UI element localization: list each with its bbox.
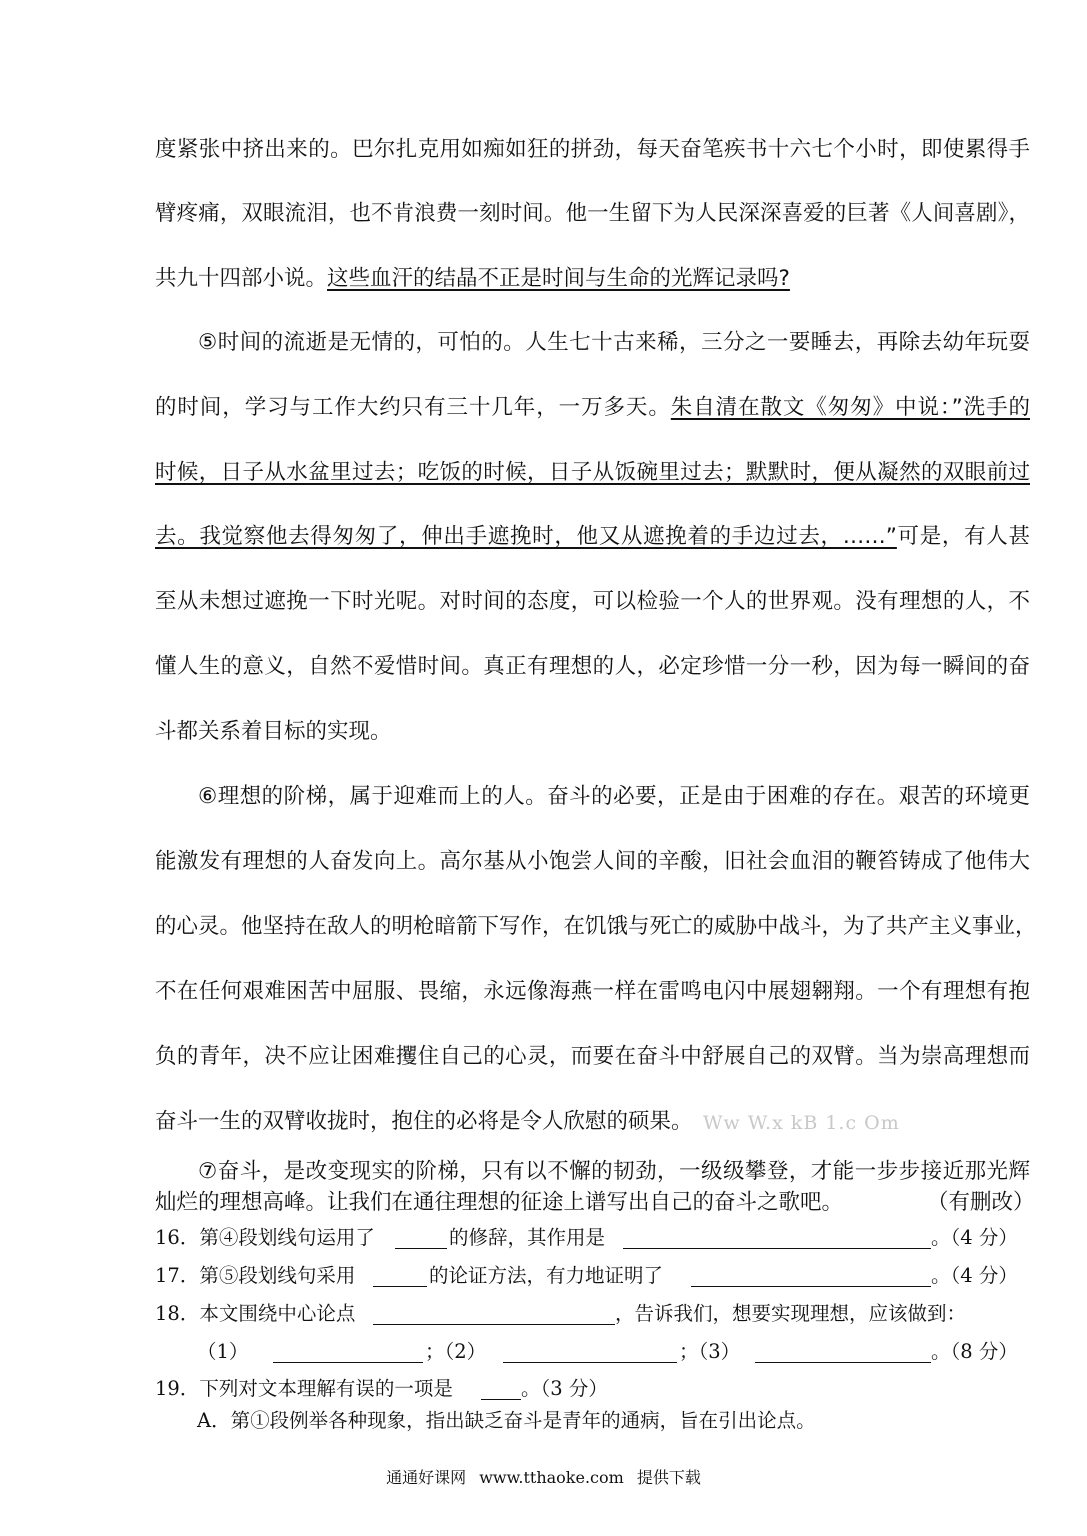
question-18-score: 。（8 分）	[931, 1340, 1018, 1363]
question-18-label-3: ；（3）	[679, 1340, 741, 1363]
page-footer	[0, 1465, 1087, 1488]
question-18-label-2: ；（2）	[425, 1340, 487, 1363]
revision-note: （有删改）	[927, 1190, 1035, 1215]
question-18-answers	[155, 1337, 1030, 1367]
question-17-text-a: 17．第⑤段划线句采用	[155, 1264, 356, 1287]
paragraph-6-line-4: 不在任何艰难困苦中屈服、畏缩，永远像海燕一样在雷鸣电闪中展翅翱翔。一个有理想有抱	[155, 979, 1030, 1004]
question-18-text-a: 18．本文围绕中心论点	[155, 1302, 356, 1325]
paragraph-5-line-3: 时候，日子从水盆里过去；吃饭的时候，日子从饭碗里过去；默默时，便从凝然的双眼前过	[155, 460, 1030, 485]
question-18-blank-1[interactable]	[273, 1342, 423, 1363]
plain-text: 的时间，学习与工作大约只有三十几年，一万多天。	[155, 395, 671, 420]
question-16	[155, 1223, 1030, 1253]
question-16-score: 。（4 分）	[931, 1226, 1018, 1249]
paragraph-5-line-7: 斗都关系着目标的实现。	[155, 719, 392, 744]
question-18-blank-3[interactable]	[755, 1342, 931, 1363]
underlined-sentence-p4: 这些血汗的结晶不正是时间与生命的光辉记录吗?	[327, 266, 790, 291]
question-19	[155, 1374, 1030, 1404]
paragraph-5-line-4	[155, 520, 1030, 554]
question-19-text: 19．下列对文本理解有误的一项是	[155, 1377, 453, 1400]
watermark: Ww W.x kB 1.c Om	[703, 1112, 900, 1134]
question-18-text-b: ，告诉我们，想要实现理想，应该做到：	[615, 1302, 967, 1325]
paragraph-5-line-2	[155, 391, 1030, 425]
paragraph-7-line-2: 灿烂的理想高峰。让我们在通往理想的征途上谱写出自己的奋斗之歌吧。	[155, 1190, 844, 1215]
question-16-blank-1[interactable]	[395, 1228, 447, 1249]
question-18-blank-2[interactable]	[503, 1342, 677, 1363]
paragraph-6-line-6: 奋斗一生的双臂收拢时，抱住的必将是令人欣慰的硕果。	[155, 1109, 693, 1134]
question-18-label-1: （1）	[197, 1340, 249, 1363]
question-16-text-a: 16．第④段划线句运用了	[155, 1226, 375, 1249]
question-17-score: 。（4 分）	[931, 1264, 1018, 1287]
question-16-text-b: 的修辞，其作用是	[449, 1226, 606, 1249]
paragraph-5-line-6: 懂人生的意义，自然不爱惜时间。真正有理想的人，必定珍惜一分一秒，因为每一瞬间的奋	[155, 654, 1030, 679]
paragraph-7-line-1: ⑦奋斗，是改变现实的阶梯，只有以不懈的韧劲，一级级攀登，才能一步步接近那光辉	[198, 1159, 1030, 1184]
paragraph-5-line-1: ⑤时间的流逝是无情的，可怕的。人生七十古来稀，三分之一要睡去，再除去幼年玩耍	[198, 330, 1030, 355]
question-16-blank-2[interactable]	[623, 1228, 931, 1249]
paragraph-6-line-2: 能激发有理想的人奋发向上。高尔基从小饱尝人间的辛酸，旧社会血泪的鞭笞铸成了他伟大	[155, 849, 1030, 874]
question-19-blank[interactable]	[481, 1379, 521, 1400]
paragraph-6-line-5: 负的青年，决不应让困难攫住自己的心灵，而要在奋斗中舒展自己的双臂。当为崇高理想而	[155, 1044, 1030, 1069]
paragraph-5-line-5: 至从未想过遮挽一下时光呢。对时间的态度，可以检验一个人的世界观。没有理想的人，不	[155, 589, 1030, 614]
question-19-option-a[interactable]: A．第①段例举各种现象，指出缺乏奋斗是青年的通病，旨在引出论点。	[197, 1409, 816, 1432]
question-17-blank-1[interactable]	[373, 1266, 427, 1287]
question-19-score: 。（3 分）	[521, 1377, 608, 1400]
paragraph-4-line-2: 臂疼痛，双眼流泪，也不肯浪费一刻时间。他一生留下为人民深深喜爱的巨著《人间喜剧》，	[155, 201, 1030, 226]
footer-url[interactable]: www.tthaoke.com	[479, 1468, 624, 1487]
plain-text: 共九十四部小说。	[155, 266, 328, 291]
footer-note: 提供下载	[636, 1468, 701, 1487]
question-17-blank-2[interactable]	[691, 1266, 931, 1287]
plain-text: 可是，有人甚	[896, 524, 1030, 549]
paragraph-4-line-1: 度紧张中挤出来的。巴尔扎克用如痴如狂的拼劲，每天奋笔疾书十六七个小时，即使累得手	[155, 137, 1030, 162]
paragraph-6-line-3: 的心灵。他坚持在敌人的明枪暗箭下写作，在饥饿与死亡的威胁中战斗，为了共产主义事业，	[155, 914, 1037, 939]
underlined-quote-end: 去。我觉察他去得匆匆了，伸出手遮挽时，他又从遮挽着的手边过去，……”	[155, 524, 897, 549]
question-17	[155, 1261, 1030, 1291]
footer-site-name: 通通好课网	[386, 1468, 467, 1487]
question-18	[155, 1299, 1030, 1329]
paragraph-6-line-1: ⑥理想的阶梯，属于迎难而上的人。奋斗的必要，正是由于困难的存在。艰苦的环境更	[198, 784, 1030, 809]
question-18-thesis-blank[interactable]	[373, 1304, 615, 1325]
paragraph-4-line-3	[155, 262, 1030, 296]
underlined-quote-start: 朱自清在散文《匆匆》中说：”洗手的	[670, 395, 1030, 420]
question-17-text-b: 的论证方法，有力地证明了	[429, 1264, 664, 1287]
